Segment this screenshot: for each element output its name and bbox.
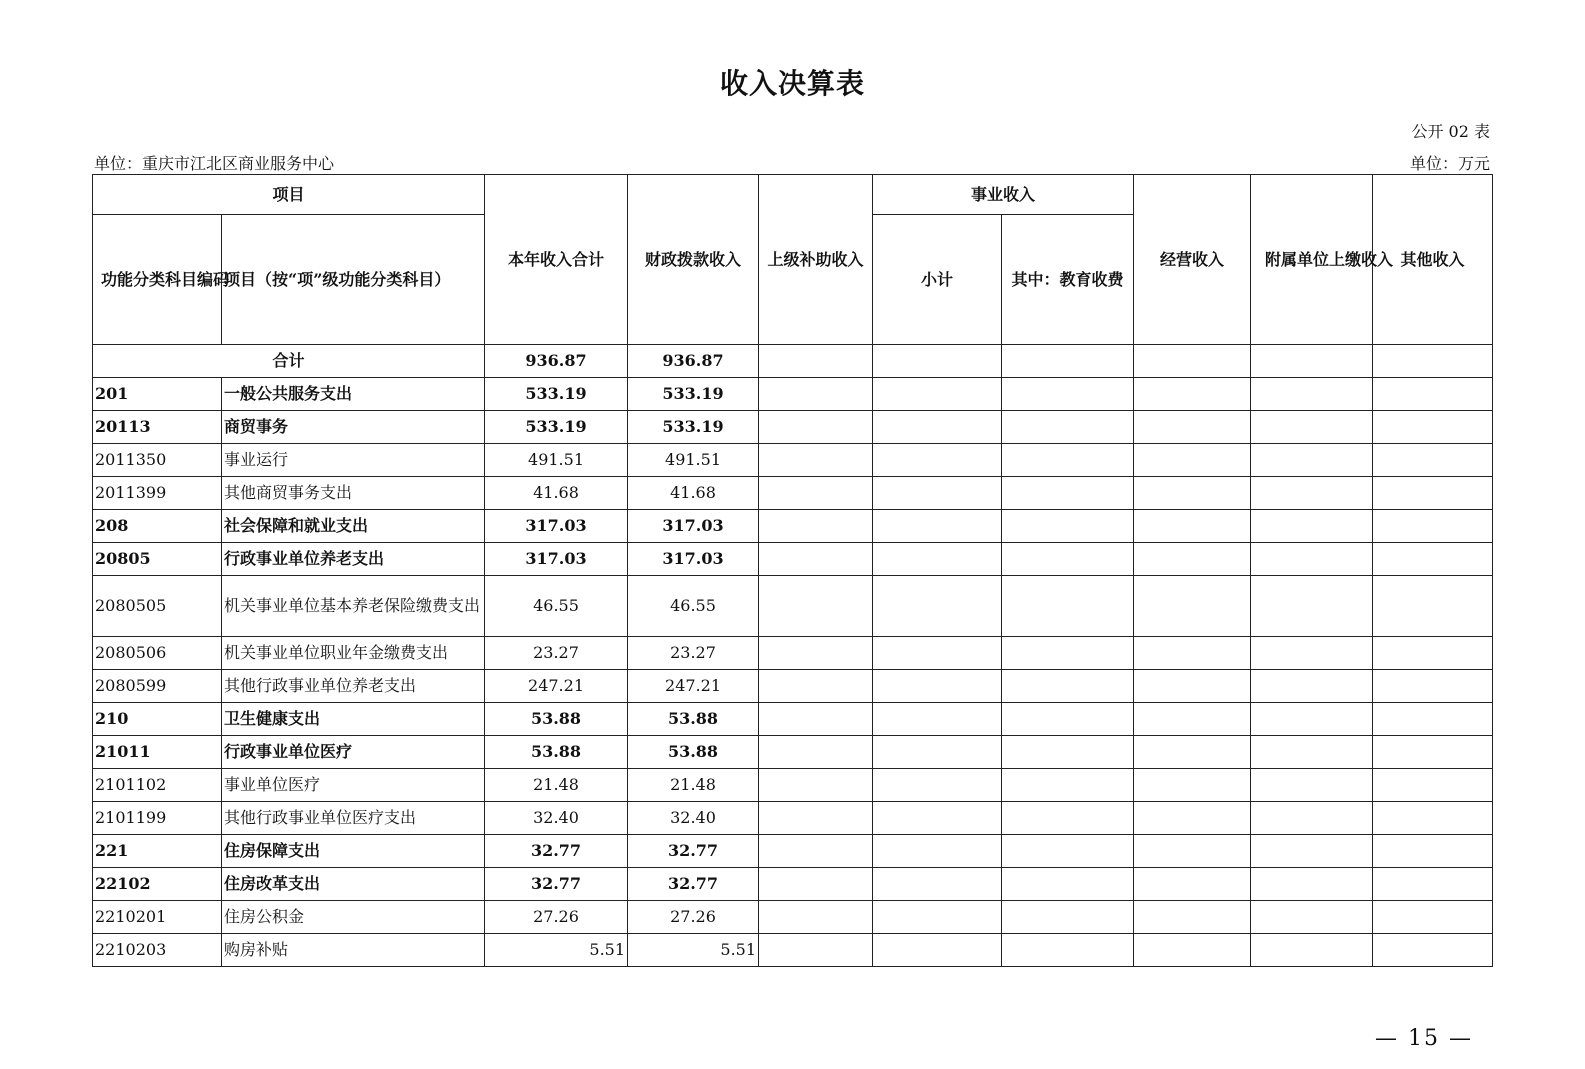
header-business-group: 事业收入 <box>873 175 1134 215</box>
empty-cell <box>873 670 1002 703</box>
empty-cell <box>873 835 1002 868</box>
row-total-income: 533.19 <box>485 411 628 444</box>
table-row <box>93 637 1493 670</box>
header-other: 其他收入 <box>1373 175 1493 345</box>
empty-cell <box>759 543 873 576</box>
row-total-income: 23.27 <box>485 637 628 670</box>
row-fiscal: 533.19 <box>628 411 759 444</box>
empty-cell <box>873 736 1002 769</box>
empty-cell <box>873 703 1002 736</box>
row-code: 22102 <box>93 868 222 901</box>
row-code: 20113 <box>93 411 222 444</box>
row-total-income: 317.03 <box>485 543 628 576</box>
empty-cell <box>1373 901 1493 934</box>
empty-cell <box>1373 576 1493 637</box>
empty-cell <box>1251 835 1373 868</box>
empty-cell <box>1373 670 1493 703</box>
empty-cell <box>1251 543 1373 576</box>
table-row <box>93 444 1493 477</box>
empty-cell <box>1002 802 1134 835</box>
row-name: 其他行政事业单位养老支出 <box>222 670 485 703</box>
table-row <box>93 477 1493 510</box>
empty-cell <box>1373 934 1493 967</box>
empty-cell <box>1134 411 1251 444</box>
empty-cell <box>1134 934 1251 967</box>
table-row <box>93 411 1493 444</box>
empty-cell <box>1134 477 1251 510</box>
empty-cell <box>1134 835 1251 868</box>
table-row <box>93 868 1493 901</box>
empty-cell <box>1002 576 1134 637</box>
row-code: 20805 <box>93 543 222 576</box>
empty-cell <box>1002 835 1134 868</box>
empty-cell <box>1373 868 1493 901</box>
empty-cell <box>1373 769 1493 802</box>
row-code: 2011399 <box>93 477 222 510</box>
empty-cell <box>1251 703 1373 736</box>
row-code: 2080505 <box>93 576 222 637</box>
row-code: 2101199 <box>93 802 222 835</box>
empty-cell <box>1373 543 1493 576</box>
empty-cell <box>1373 510 1493 543</box>
header-operating: 经营收入 <box>1134 175 1251 345</box>
empty-cell <box>759 868 873 901</box>
table-row <box>93 901 1493 934</box>
empty-cell <box>1251 411 1373 444</box>
row-code: 208 <box>93 510 222 543</box>
row-fiscal: 53.88 <box>628 736 759 769</box>
empty-cell <box>1002 670 1134 703</box>
empty-cell <box>1002 444 1134 477</box>
row-total-income: 53.88 <box>485 703 628 736</box>
empty-cell <box>873 543 1002 576</box>
row-fiscal: 41.68 <box>628 477 759 510</box>
empty-cell <box>1002 510 1134 543</box>
empty-cell <box>873 769 1002 802</box>
empty-cell <box>873 411 1002 444</box>
empty-cell <box>1002 769 1134 802</box>
row-name: 一般公共服务支出 <box>222 378 485 411</box>
row-fiscal: 21.48 <box>628 769 759 802</box>
table-row <box>93 934 1493 967</box>
empty-cell <box>873 477 1002 510</box>
row-fiscal: 317.03 <box>628 510 759 543</box>
row-fiscal: 533.19 <box>628 378 759 411</box>
empty-cell <box>1134 543 1251 576</box>
row-name: 住房改革支出 <box>222 868 485 901</box>
empty-cell <box>1134 703 1251 736</box>
row-total-income: 27.26 <box>485 901 628 934</box>
row-fiscal: 23.27 <box>628 637 759 670</box>
row-total-income: 21.48 <box>485 769 628 802</box>
empty-cell <box>759 802 873 835</box>
empty-cell <box>759 769 873 802</box>
row-total-income: 46.55 <box>485 576 628 637</box>
table-row <box>93 543 1493 576</box>
empty-cell <box>1002 736 1134 769</box>
table-row <box>93 703 1493 736</box>
row-name: 机关事业单位职业年金缴费支出 <box>222 637 485 670</box>
total-label: 合计 <box>93 345 485 378</box>
empty-cell <box>1373 835 1493 868</box>
row-fiscal: 27.26 <box>628 901 759 934</box>
empty-cell <box>873 378 1002 411</box>
empty-cell <box>1251 769 1373 802</box>
empty-cell <box>759 736 873 769</box>
empty-cell <box>759 378 873 411</box>
page-title: 收入决算表 <box>719 67 865 100</box>
empty-cell <box>1251 736 1373 769</box>
row-name: 机关事业单位基本养老保险缴费支出 <box>222 576 485 637</box>
row-fiscal: 32.40 <box>628 802 759 835</box>
empty-cell <box>1002 934 1134 967</box>
empty-cell <box>873 510 1002 543</box>
header-total-income: 本年收入合计 <box>485 175 628 345</box>
empty-cell <box>1134 378 1251 411</box>
currency-unit: 单位：万元 <box>1409 154 1490 173</box>
empty-cell <box>759 637 873 670</box>
row-code: 2080506 <box>93 637 222 670</box>
empty-cell <box>1373 637 1493 670</box>
empty-cell <box>1002 637 1134 670</box>
row-total-income: 317.03 <box>485 510 628 543</box>
row-code: 2011350 <box>93 444 222 477</box>
empty-cell <box>1251 576 1373 637</box>
row-code: 221 <box>93 835 222 868</box>
row-total-income: 32.77 <box>485 835 628 868</box>
row-name: 事业运行 <box>222 444 485 477</box>
empty-cell <box>1134 868 1251 901</box>
empty-cell <box>1002 477 1134 510</box>
empty-cell <box>873 901 1002 934</box>
empty-cell <box>1251 670 1373 703</box>
empty-cell <box>1134 736 1251 769</box>
empty-cell <box>1134 510 1251 543</box>
row-total-income: 32.77 <box>485 868 628 901</box>
row-total-income: 491.51 <box>485 444 628 477</box>
empty-cell <box>759 670 873 703</box>
empty-cell <box>1002 868 1134 901</box>
row-fiscal: 32.77 <box>628 835 759 868</box>
empty-cell <box>759 444 873 477</box>
row-total-income: 53.88 <box>485 736 628 769</box>
empty-cell <box>1134 769 1251 802</box>
row-total-income: 5.51 <box>485 934 628 967</box>
table-row <box>93 835 1493 868</box>
table-row <box>93 802 1493 835</box>
row-name: 住房保障支出 <box>222 835 485 868</box>
empty-cell <box>873 576 1002 637</box>
row-name: 事业单位医疗 <box>222 769 485 802</box>
table-row <box>93 576 1493 637</box>
empty-cell <box>1373 802 1493 835</box>
total-row <box>93 345 1493 378</box>
empty-cell <box>1251 901 1373 934</box>
header-edu-fee: 其中：教育收费 <box>1002 215 1134 345</box>
empty-cell <box>1251 444 1373 477</box>
empty-cell <box>1373 477 1493 510</box>
empty-cell <box>1134 802 1251 835</box>
income-table <box>92 174 1493 967</box>
empty-cell <box>1251 477 1373 510</box>
empty-cell <box>1002 378 1134 411</box>
row-code: 2101102 <box>93 769 222 802</box>
table-row <box>93 378 1493 411</box>
row-code: 210 <box>93 703 222 736</box>
empty-cell <box>873 802 1002 835</box>
header-subtotal: 小计 <box>873 215 1002 345</box>
row-code: 2210201 <box>93 901 222 934</box>
empty-cell <box>1373 411 1493 444</box>
row-name: 社会保障和就业支出 <box>222 510 485 543</box>
empty-cell <box>1134 901 1251 934</box>
row-fiscal: 46.55 <box>628 576 759 637</box>
row-code: 201 <box>93 378 222 411</box>
row-fiscal: 491.51 <box>628 444 759 477</box>
empty-cell <box>1134 670 1251 703</box>
empty-cell <box>759 901 873 934</box>
empty-cell <box>1373 736 1493 769</box>
row-code: 2080599 <box>93 670 222 703</box>
empty-cell <box>759 411 873 444</box>
empty-cell <box>759 703 873 736</box>
total-fiscal-value: 936.87 <box>628 345 759 378</box>
header-affiliated: 附属单位上缴收入 <box>1251 175 1373 345</box>
row-total-income: 247.21 <box>485 670 628 703</box>
row-fiscal: 32.77 <box>628 868 759 901</box>
form-number: 公开 02 表 <box>1411 122 1490 141</box>
row-name: 行政事业单位养老支出 <box>222 543 485 576</box>
header-fiscal: 财政拨款收入 <box>628 175 759 345</box>
table-row <box>93 769 1493 802</box>
empty-cell <box>873 868 1002 901</box>
row-name: 其他行政事业单位医疗支出 <box>222 802 485 835</box>
row-fiscal: 317.03 <box>628 543 759 576</box>
header-project-name: 项目（按“项”级功能分类科目） <box>222 215 485 345</box>
empty-cell <box>1251 868 1373 901</box>
empty-cell <box>1373 703 1493 736</box>
total-income-value: 936.87 <box>485 345 628 378</box>
empty-cell <box>1251 510 1373 543</box>
reporting-unit: 单位：重庆市江北区商业服务中心 <box>94 154 335 173</box>
row-total-income: 41.68 <box>485 477 628 510</box>
empty-cell <box>1134 576 1251 637</box>
row-name: 行政事业单位医疗 <box>222 736 485 769</box>
empty-cell <box>1002 703 1134 736</box>
page-number: — 15 — <box>1375 1026 1473 1051</box>
row-code: 2210203 <box>93 934 222 967</box>
row-fiscal: 5.51 <box>628 934 759 967</box>
empty-cell <box>1134 637 1251 670</box>
table-row <box>93 510 1493 543</box>
row-total-income: 533.19 <box>485 378 628 411</box>
empty-cell <box>1251 934 1373 967</box>
empty-cell <box>759 835 873 868</box>
empty-cell <box>759 576 873 637</box>
row-name: 住房公积金 <box>222 901 485 934</box>
empty-cell <box>1373 444 1493 477</box>
empty-cell <box>759 477 873 510</box>
empty-cell <box>1002 901 1134 934</box>
empty-cell <box>873 934 1002 967</box>
row-fiscal: 247.21 <box>628 670 759 703</box>
empty-cell <box>759 934 873 967</box>
row-total-income: 32.40 <box>485 802 628 835</box>
row-fiscal: 53.88 <box>628 703 759 736</box>
row-name: 卫生健康支出 <box>222 703 485 736</box>
header-func-code: 功能分类科目编码 <box>93 215 222 345</box>
row-name: 其他商贸事务支出 <box>222 477 485 510</box>
table-row <box>93 736 1493 769</box>
empty-cell <box>759 510 873 543</box>
empty-cell <box>1251 378 1373 411</box>
empty-cell <box>1002 543 1134 576</box>
table-row <box>93 670 1493 703</box>
empty-cell <box>873 444 1002 477</box>
empty-cell <box>873 637 1002 670</box>
row-code: 21011 <box>93 736 222 769</box>
row-name: 商贸事务 <box>222 411 485 444</box>
row-name: 购房补贴 <box>222 934 485 967</box>
empty-cell <box>1373 378 1493 411</box>
empty-cell <box>1251 637 1373 670</box>
empty-cell <box>1251 802 1373 835</box>
empty-cell <box>1002 411 1134 444</box>
header-project-group: 项目 <box>93 175 485 215</box>
header-superior: 上级补助收入 <box>759 175 873 345</box>
empty-cell <box>1134 444 1251 477</box>
